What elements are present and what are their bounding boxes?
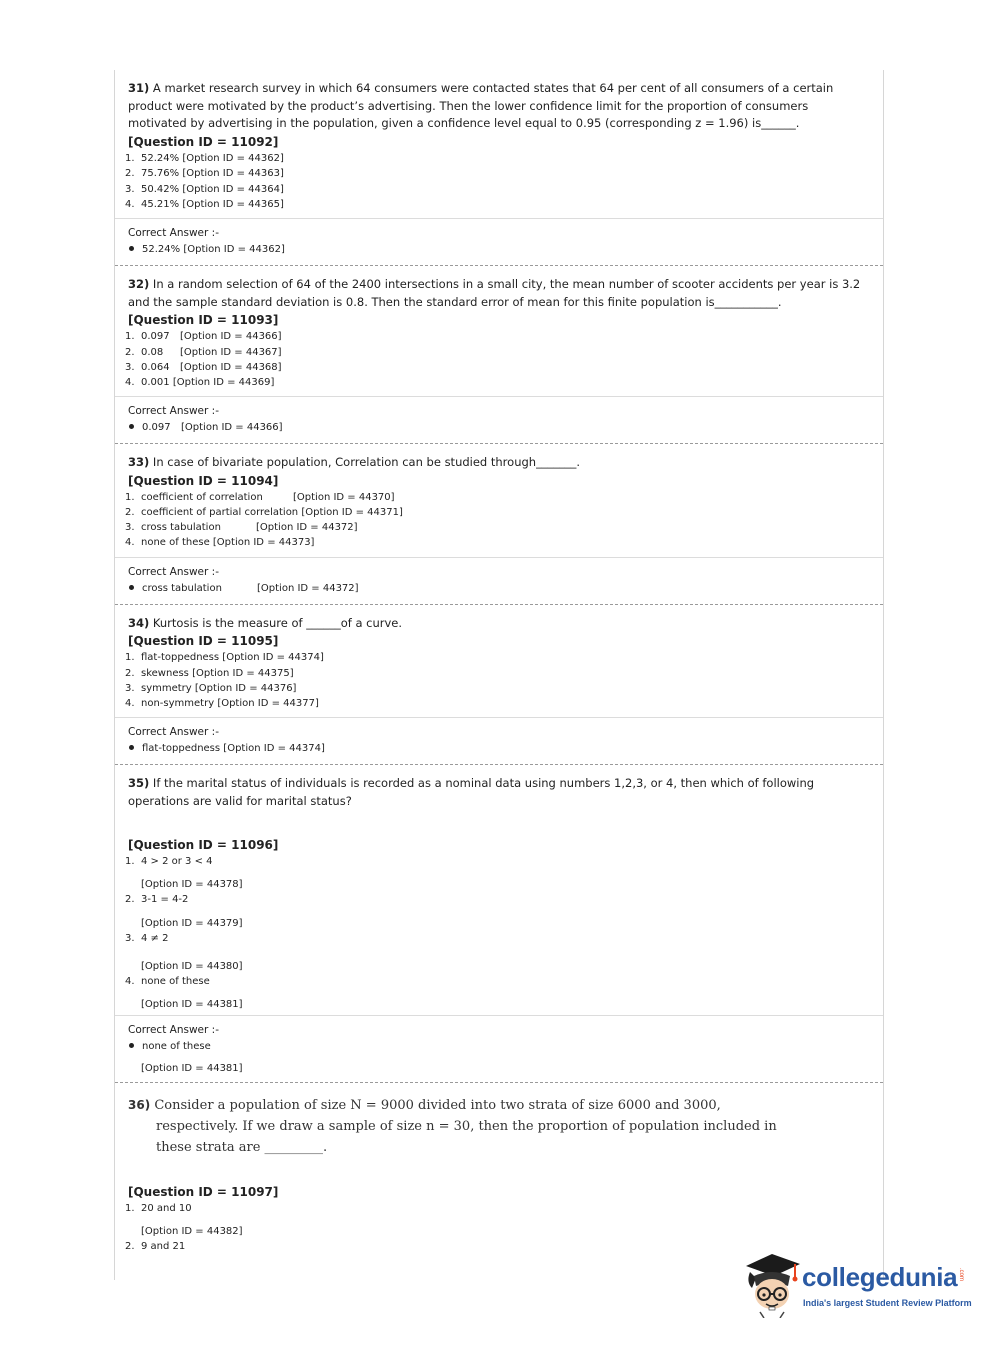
question-id: [Question ID = 11096] bbox=[128, 837, 279, 852]
option: 2. 0.08 [Option ID = 44367] bbox=[125, 346, 282, 358]
question-id: [Question ID = 11092] bbox=[128, 135, 279, 150]
bullet-icon bbox=[129, 246, 134, 251]
logo-dotcom: .com bbox=[958, 1268, 964, 1282]
question-id: [Question ID = 11097] bbox=[128, 1184, 279, 1199]
document-page bbox=[114, 70, 884, 1280]
option: 1. coefficient of correlation [Option ID = 44370] bbox=[125, 491, 395, 503]
correct-answer: Correct Answer :- none of these [Option ID = 44381] bbox=[128, 1023, 243, 1074]
correct-answer: Correct Answer :- 0.097 [Option ID = 44366] bbox=[128, 405, 283, 434]
question-33 bbox=[115, 444, 883, 605]
bullet-icon bbox=[129, 585, 134, 590]
question-text: 33) In case of bivariate population, Correlation can be studied through_______. bbox=[128, 455, 580, 470]
option: 1. 20 and 10 bbox=[125, 1202, 192, 1214]
options-list bbox=[125, 329, 869, 390]
correct-answer: Correct Answer :- flat-toppedness [Option ID = 44374] bbox=[128, 726, 325, 755]
options-list bbox=[125, 650, 869, 711]
correct-answer: Correct Answer :- 52.24% [Option ID = 44362] bbox=[128, 226, 285, 255]
option: 1. 0.097 [Option ID = 44366] bbox=[125, 331, 282, 343]
mascot-icon bbox=[742, 1252, 804, 1318]
option: 4. 0.001 [Option ID = 44369] bbox=[125, 376, 275, 388]
option: 2. skewness [Option ID = 44375] bbox=[125, 667, 294, 679]
option: 3. 4 ≠ 2 bbox=[125, 932, 169, 944]
option: 3. symmetry [Option ID = 44376] bbox=[125, 682, 297, 694]
bullet-icon bbox=[129, 1043, 134, 1048]
option: 3. cross tabulation [Option ID = 44372] bbox=[125, 522, 358, 534]
question-31 bbox=[115, 70, 883, 266]
option: 3. 0.064 [Option ID = 44368] bbox=[125, 361, 282, 373]
option: 4. 45.21% [Option ID = 44365] bbox=[125, 198, 284, 210]
collegedunia-logo bbox=[742, 1252, 972, 1320]
option: 2. 3-1 = 4-2 bbox=[125, 893, 189, 905]
correct-answer: Correct Answer :- cross tabulation [Option ID = 44372] bbox=[128, 565, 359, 594]
question-id: [Question ID = 11093] bbox=[128, 313, 279, 328]
options-list bbox=[125, 151, 869, 212]
option: 1. flat-toppedness [Option ID = 44374] bbox=[125, 652, 324, 664]
bullet-icon bbox=[129, 424, 134, 429]
option: 2. 9 and 21 bbox=[125, 1240, 186, 1252]
question-id: [Question ID = 11094] bbox=[128, 473, 279, 488]
option: 2. coefficient of partial correlation [Option ID = 44371] bbox=[125, 507, 403, 519]
question-text: 36) Consider a population of size N = 9000 divided into two strata of size 6000 and 3000, respectively. If we draw a sample of size n = 30, then the proportion of population included in these strata are _________. bbox=[128, 1097, 777, 1155]
question-36 bbox=[115, 1083, 883, 1254]
question-34 bbox=[115, 605, 883, 766]
option: 4. non-symmetry [Option ID = 44377] bbox=[125, 697, 319, 709]
option: 2. 75.76% [Option ID = 44363] bbox=[125, 168, 284, 180]
option: 4. none of these [Option ID = 44373] bbox=[125, 537, 315, 549]
question-text: 34) Kurtosis is the measure of ______of a curve. bbox=[128, 615, 403, 630]
option: 3. 50.42% [Option ID = 44364] bbox=[125, 183, 284, 195]
logo-tagline: India's largest Student Review Platform bbox=[803, 1298, 972, 1308]
options-list: 1. 4 > 2 or 3 < 4 [Option ID = 44378] 2. 3-1 = 4-2 [Option ID = 44379] 3. 4 ≠ 2 [Option ID = 44380] 4. none of these [Option ID = 44381] bbox=[125, 854, 869, 1012]
options-list bbox=[125, 490, 869, 551]
option: 4. none of these bbox=[125, 975, 210, 987]
question-35 bbox=[115, 765, 883, 1082]
option: 1. 4 > 2 or 3 < 4 bbox=[125, 855, 213, 867]
question-text: 31) A market research survey in which 64 consumers were contacted states that 64 per cent of all consumers of a certain product were motivated by the product’s advertising. Then the lower confidence limit for the proportion of consumers motivated by advertising in the population, given a confidence level equal to 0.95 (corresponding z = 1.96) is______. bbox=[128, 81, 834, 131]
logo-wordmark: collegedunia bbox=[802, 1262, 958, 1292]
question-text: 32) In a random selection of 64 of the 2400 intersections in a small city, the mean number of scooter accidents per year is 3.2 and the sample standard deviation is 0.8. Then the standard error of mean for this finite population is___________. bbox=[128, 276, 861, 309]
question-text: 35) If the marital status of individuals is recorded as a nominal data using numbers 1,2,3, or 4, then which of following operations are valid for marital status? bbox=[128, 776, 815, 808]
bullet-icon bbox=[129, 745, 134, 750]
options-list: 1. 20 and 10 [Option ID = 44382] 2. 9 and 21 bbox=[125, 1201, 869, 1254]
option: 1. 52.24% [Option ID = 44362] bbox=[125, 153, 284, 165]
question-32 bbox=[115, 266, 883, 444]
question-id: [Question ID = 11095] bbox=[128, 634, 279, 649]
